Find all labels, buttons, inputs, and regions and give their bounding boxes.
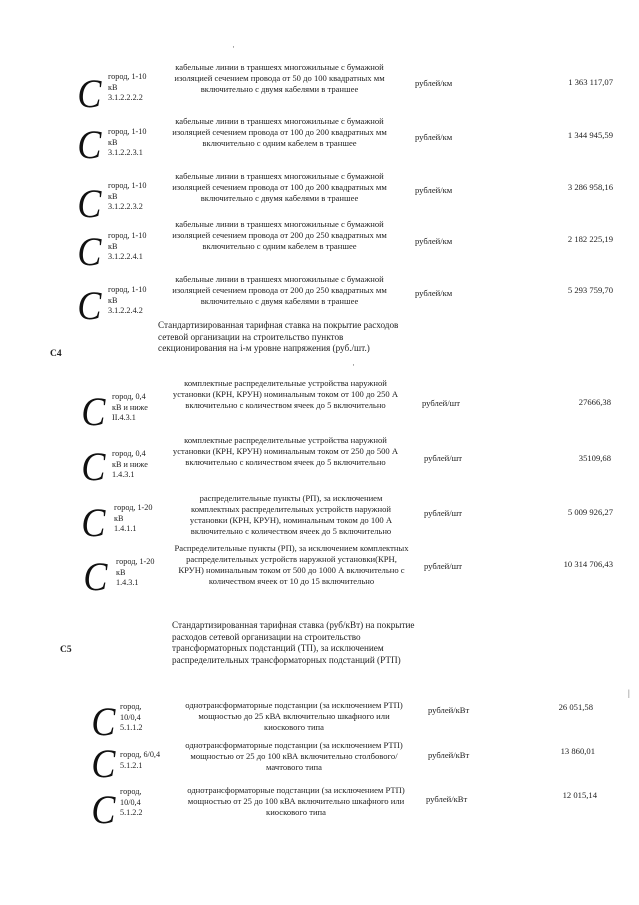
row-unit: рублей/км	[415, 236, 453, 246]
row-code: город, 1-20 кВ 1.4.1.1	[114, 503, 153, 533]
row-unit: рублей/кВт	[428, 750, 470, 760]
row-value: 3 286 958,16	[567, 182, 613, 192]
scan-mark: ·	[232, 42, 235, 52]
symbol-c: С	[91, 787, 116, 832]
section-label-c5: С5	[60, 645, 72, 655]
row-description: кабельные линии в траншеях многожильные с бумажной изоляцией сечением провода от 100 до 200 квадратных мм включительно с двумя кабелями в траншее	[172, 171, 387, 203]
row-code: город, 1-10 кВ 3.1.2.2.3.1	[108, 127, 147, 157]
row-unit: рублей/км	[415, 185, 453, 195]
row-description: кабельные линии в траншеях многожильные с бумажной изоляцией сечением провода от 200 до 250 квадратных мм включительно с одним кабелем в траншее	[172, 219, 387, 251]
row-code: город, 1-10 кВ 3.1.2.2.4.1	[108, 231, 147, 261]
row-description: комплектные распределительные устройства наружной установки (КРН, КРУН) номинальным током от 250 до 500 А включительно с количеством ячеек до 5 включительно	[172, 435, 399, 467]
row-description: Распределительные пункты (РП), за исключением комплектных распределительных устройств наружной установки(КРН, КРУН) номинальным током от 500 до 1000 А включительно с количеством ячеек от 10 до 15 включительно	[174, 543, 409, 586]
symbol-c: С	[91, 741, 116, 786]
row-unit: рублей/км	[415, 78, 453, 88]
row-description: распределительные пункты (РП), за исключением комплектных распределительных устройств наружной установки (КРН, КРУН), номинальным током до 100 А включительно с количеством ячеек до 5 включительно	[189, 493, 393, 536]
row-description: однотрансформаторные подстанции (за исключением РТП) мощностью от 25 до 100 кВА включительно шкафного или киоскового типа	[187, 785, 405, 817]
row-value: 26 051,58	[558, 702, 593, 712]
row-code: город, 1-10 кВ 3.1.2.2.3.2	[108, 181, 147, 211]
row-value: 1 344 945,59	[567, 130, 613, 140]
row-value: 2 182 225,19	[567, 234, 613, 244]
symbol-c: С	[91, 699, 116, 744]
row-code: город, 10/0,4 5.1.2.2	[120, 787, 143, 817]
row-description: однотрансформаторные подстанции (за исключением РТП) мощностью от 25 до 100 кВА включительно столбового/мачтового типа	[185, 740, 403, 772]
row-unit: рублей/кВт	[428, 705, 470, 715]
symbol-c: С	[77, 229, 102, 274]
symbol-c: С	[77, 181, 102, 226]
row-value: 5 009 926,27	[567, 507, 613, 517]
row-code: город, 1-10 кВ 3.1.2.2.2.2	[108, 72, 147, 102]
scan-mark: ·	[352, 360, 355, 370]
symbol-c: С	[81, 500, 106, 545]
row-value: 5 293 759,70	[567, 285, 613, 295]
scan-mark: |	[628, 688, 630, 698]
row-value: 1 363 117,07	[568, 77, 613, 87]
section-title-c4: Стандартизированная тарифная ставка на покрытие расходов сетевой организации на строительство пунктов секционирования на i-м уровне напряжения (руб./шт.)	[158, 320, 399, 353]
row-code: город, 0,4 кВ и ниже II.4.3.1	[112, 392, 148, 422]
row-value: 13 860,01	[560, 746, 595, 756]
row-code: город, 6/0,4 5.1.2.1	[120, 750, 161, 770]
row-unit: рублей/шт	[422, 398, 460, 408]
row-value: 27666,38	[578, 397, 611, 407]
row-unit: рублей/кВт	[426, 794, 468, 804]
row-unit: рублей/км	[415, 288, 453, 298]
row-unit: рублей/км	[415, 132, 453, 142]
symbol-c: С	[81, 389, 106, 434]
symbol-c: С	[81, 444, 106, 489]
row-value: 35109,68	[578, 453, 611, 463]
row-description: кабельные линии в траншеях многожильные с бумажной изоляцией сечением провода от 100 до 200 квадратных мм включительно с одним кабелем в траншее	[172, 116, 387, 148]
row-description: кабельные линии в траншеях многожильные с бумажной изоляцией сечением провода от 50 до 100 квадратных мм включительно с двумя кабелями в траншее	[174, 62, 385, 94]
section-label-c4: С4	[50, 349, 62, 359]
symbol-c: С	[77, 71, 102, 116]
row-unit: рублей/шт	[424, 453, 462, 463]
symbol-c: С	[83, 554, 108, 599]
row-code: город, 0,4 кВ и ниже 1.4.3.1	[112, 449, 148, 479]
symbol-c: С	[77, 122, 102, 167]
row-code: город, 10/0,4 5.1.1.2	[120, 702, 143, 732]
row-code: город, 1-20 кВ 1.4.3.1	[116, 557, 155, 587]
row-description: однотрансформаторные подстанции (за исключением РТП) мощностью до 25 кВА включительно шкафного или киоскового типа	[185, 700, 403, 732]
row-code: город, 1-10 кВ 3.1.2.2.4.2	[108, 285, 147, 315]
row-description: кабельные линии в траншеях многожильные с бумажной изоляцией сечением провода от 200 до 250 квадратных мм включительно с двумя кабелями в траншее	[172, 274, 387, 306]
row-unit: рублей/шт	[424, 561, 462, 571]
row-description: комплектные распределительные устройства наружной установки (КРН, КРУН) номинальным током от 100 до 250 А включительно с количеством ячеек до 5 включительно	[172, 378, 399, 410]
row-value: 12 015,14	[562, 790, 597, 800]
row-unit: рублей/шт	[424, 508, 462, 518]
symbol-c: С	[77, 283, 102, 328]
section-title-c5: Стандартизированная тарифная ставка (руб/кВт) на покрытие расходов сетевой организации на строительство трансформаторных подстанций (ТП), за исключением распределительных трансформаторных подстанций (РТП)	[172, 620, 415, 665]
row-value: 10 314 706,43	[563, 559, 613, 569]
